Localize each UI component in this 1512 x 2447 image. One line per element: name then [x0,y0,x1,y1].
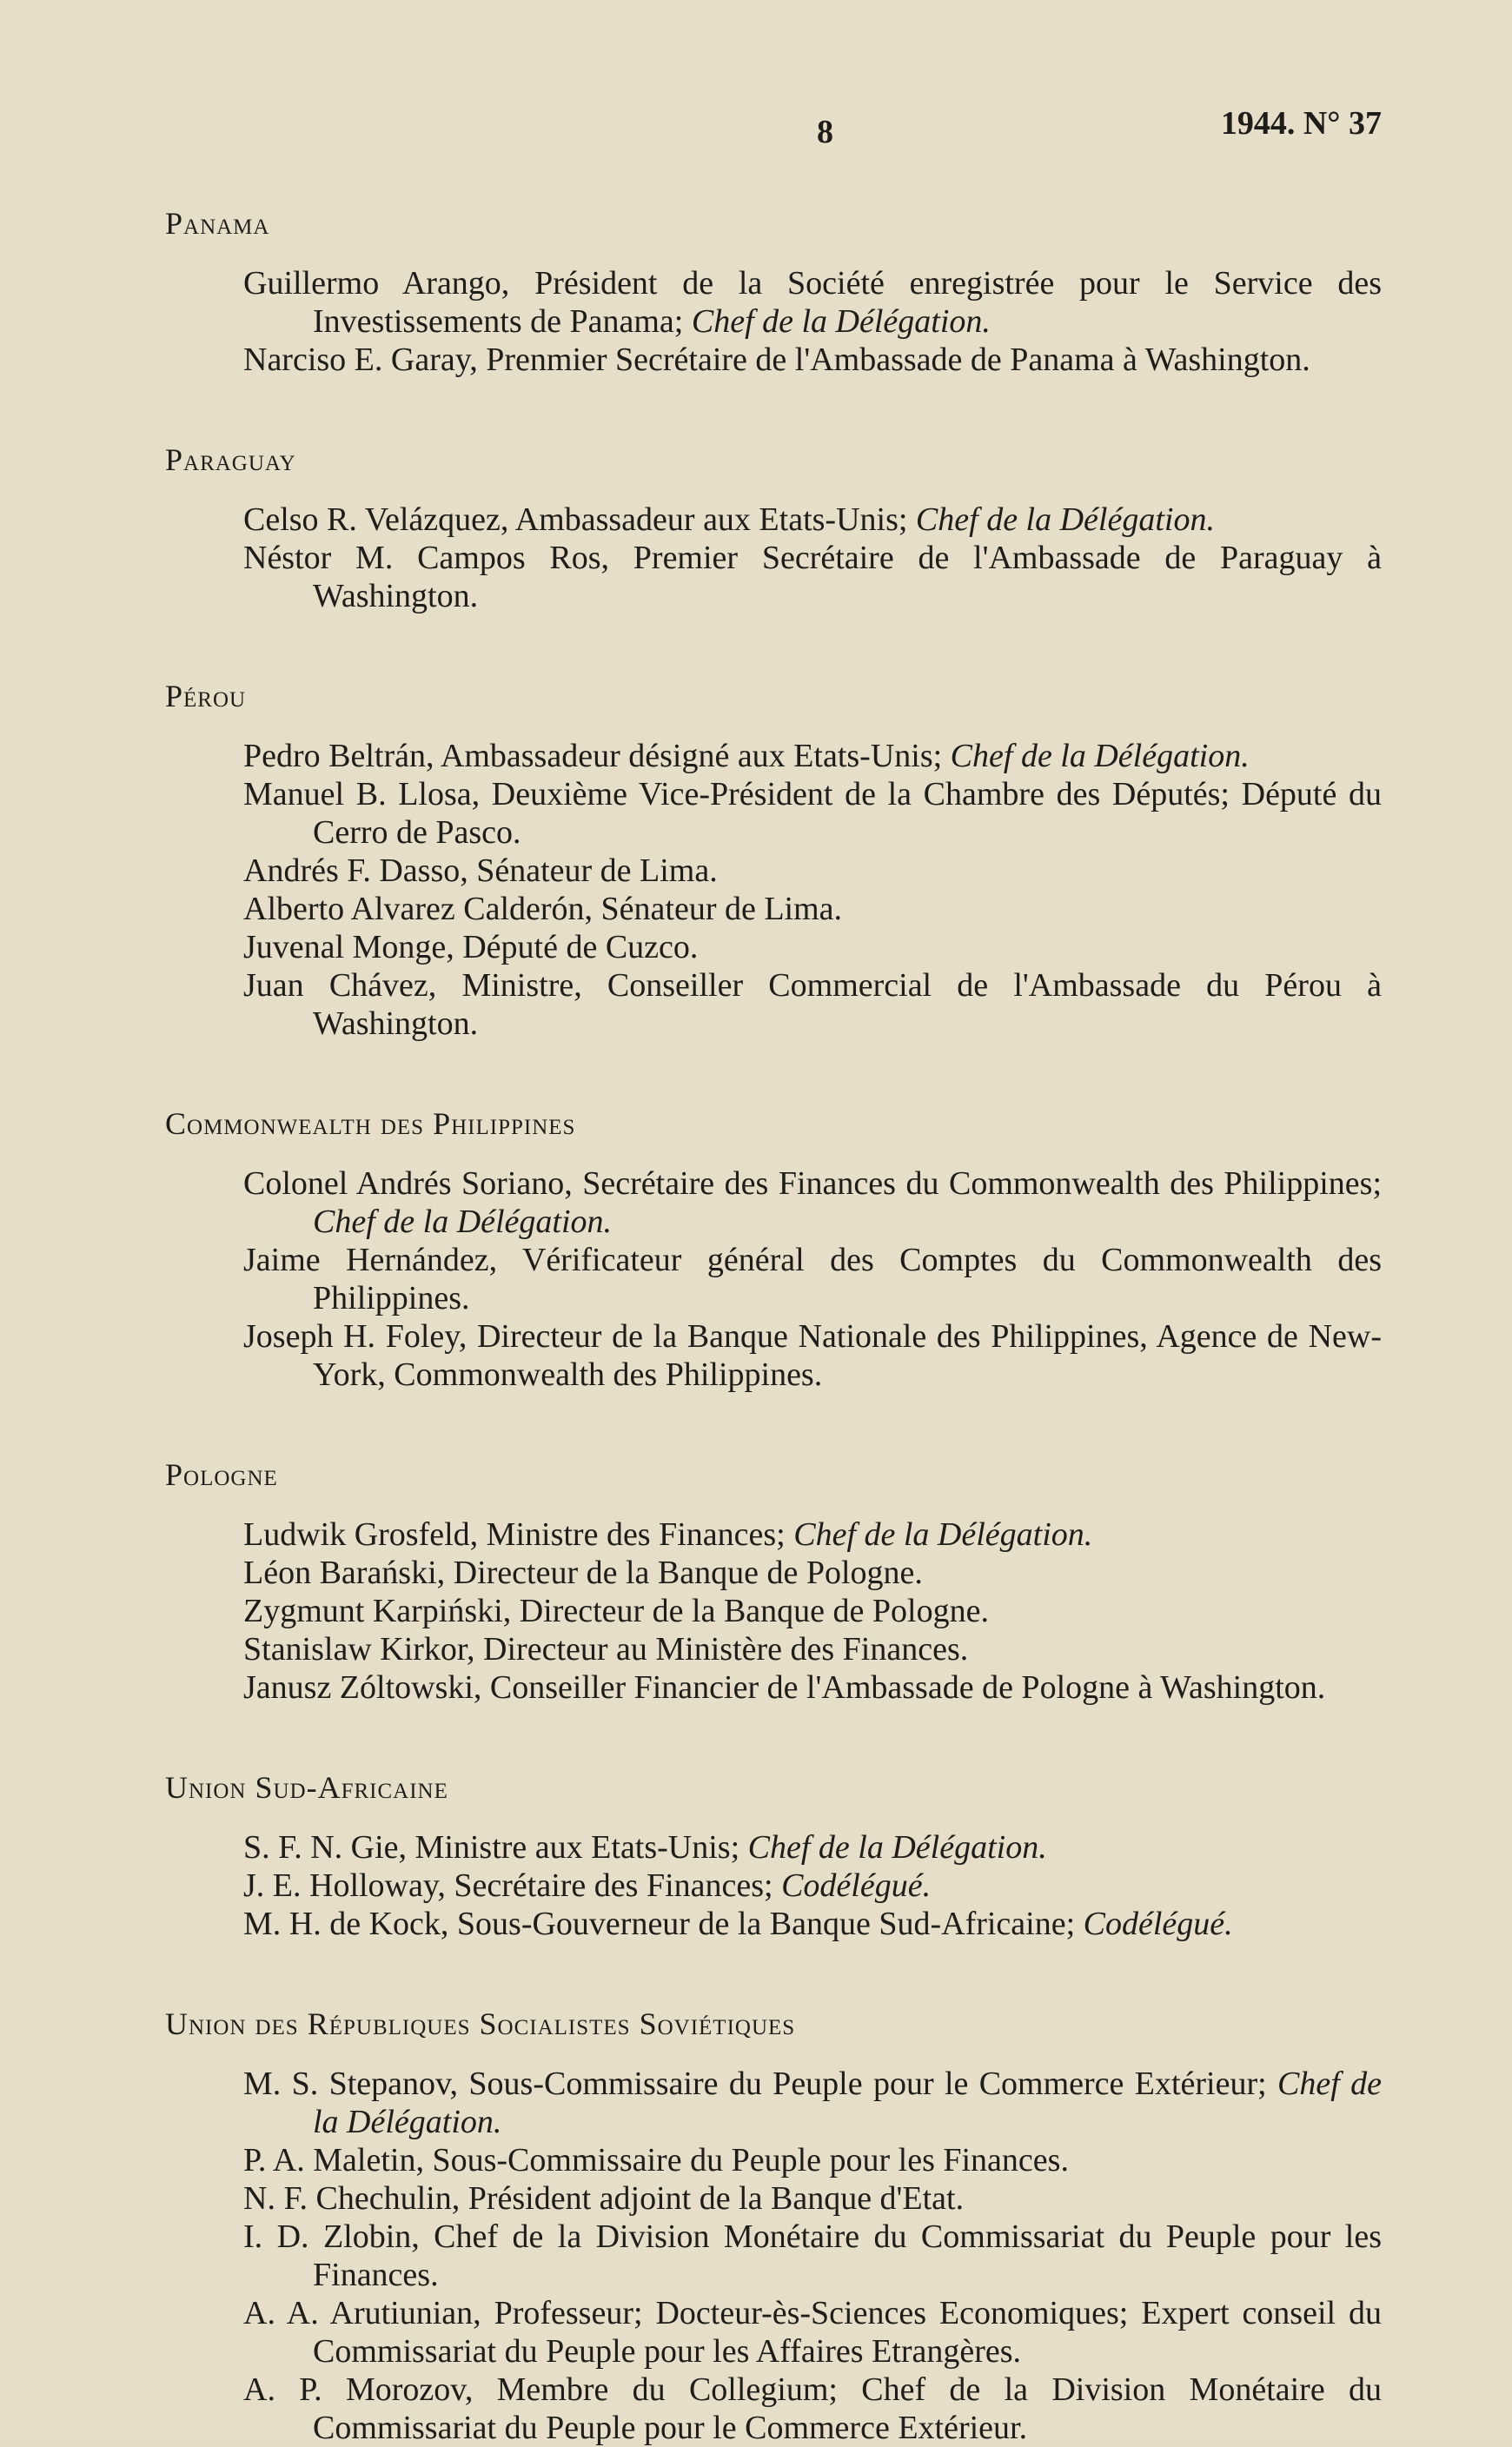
delegate-role: Chef de la Délégation. [313,1204,613,1240]
delegate-entry [243,1554,1382,1592]
country-title: Pérou [165,679,247,713]
delegate-text: P. A. Maletin, Sous-Commissaire du Peuple pour les Finances. [243,2142,1069,2178]
delegate-text: Stanislaw Kirkor, Directeur au Ministère des Finances. [243,1631,969,1668]
country-title: Union des Républiques Socialistes Soviétiques [165,2006,796,2041]
delegate-text: Colonel Andrés Soriano, Secrétaire des Finances du Commonwealth des Philippines; [243,1165,1382,1202]
delegate-entry [243,1317,1382,1394]
delegate-text: A. A. Arutiunian, Professeur; Docteur-ès-Sciences Economiques; Expert conseil du Commissariat du Peuple pour les Affaires Etrangères. [243,2295,1382,2370]
country-section [165,1456,1382,1707]
delegate-role: Chef de la Délégation. [950,738,1250,774]
delegate-text: M. S. Stepanov, Sous-Commissaire du Peuple pour le Commerce Extérieur; [243,2066,1267,2102]
delegate-text: Juan Chávez, Ministre, Conseiller Commercial de l'Ambassade du Pérou à Washington. [243,967,1382,1042]
delegate-entry [243,1515,1382,1554]
delegation-list [165,205,1382,2447]
country-section [165,2006,1382,2447]
delegate-entry [243,737,1382,775]
delegate-entry [243,2065,1382,2141]
delegate-entry [243,341,1382,379]
delegate-list [243,737,1382,1043]
delegate-entry [243,264,1382,341]
delegate-text: S. F. N. Gie, Ministre aux Etats-Unis; [243,1829,740,1866]
delegate-text: A. P. Morozov, Membre du Collegium; Chef de la Division Monétaire du Commissariat du Peuple pour le Commerce Extérieur. [243,2371,1382,2446]
delegate-entry [243,2371,1382,2447]
delegate-list [243,501,1382,615]
delegate-list [243,1515,1382,1707]
delegate-text: Jaime Hernández, Vérificateur général des Comptes du Commonwealth des Philippines. [243,1242,1382,1316]
delegate-role: Codélégué. [1083,1906,1233,1942]
delegate-text: M. H. de Kock, Sous-Gouverneur de la Banque Sud-Africaine; [243,1906,1076,1942]
delegate-text: Pedro Beltrán, Ambassadeur désigné aux Etats-Unis; [243,738,943,774]
delegate-role: Chef de la Délégation. [691,303,991,340]
country-title: Paraguay [165,442,296,477]
delegate-text: Juvenal Monge, Député de Cuzco. [243,929,699,965]
delegate-text: Andrés F. Dasso, Sénateur de Lima. [243,852,718,889]
page-header [165,104,1382,182]
delegate-text: Janusz Zóltowski, Conseiller Financier de l'Ambassade de Pologne à Washington. [243,1669,1326,1706]
delegate-entry [243,1905,1382,1943]
country-section [165,678,1382,1043]
delegate-entry [243,775,1382,852]
delegate-text: Joseph H. Foley, Directeur de la Banque Nationale des Philippines, Agence de New-York, Commonwealth des Philippines. [243,1318,1382,1393]
delegate-list [243,264,1382,379]
delegate-list [243,1828,1382,1943]
section-spacer [165,615,1382,655]
delegate-list [243,2065,1382,2447]
country-title: Pologne [165,1457,278,1492]
delegate-text: Manuel B. Llosa, Deuxième Vice-Président de la Chambre des Députés; Député du Cerro de Pasco. [243,776,1382,851]
delegate-entry [243,1164,1382,1241]
delegate-role: Chef de la Délégation. [915,501,1215,538]
country-section [165,441,1382,615]
country-title: Panama [165,206,270,241]
delegate-entry [243,1828,1382,1867]
page-number: 8 [817,114,833,150]
delegate-text: Léon Barański, Directeur de la Banque de Pologne. [243,1555,923,1591]
page-reference: 1944. N° 37 [1220,105,1382,142]
delegate-entry [243,890,1382,928]
section-spacer [165,1943,1382,1983]
delegate-role: Chef de la Délégation. [747,1829,1047,1866]
delegate-entry [243,1630,1382,1668]
delegate-text: Ludwik Grosfeld, Ministre des Finances; [243,1516,786,1553]
delegate-text: I. D. Zlobin, Chef de la Division Monétaire du Commissariat du Peuple pour les Finances. [243,2218,1382,2293]
delegate-text: J. E. Holloway, Secrétaire des Finances; [243,1867,773,1904]
delegate-text: Néstor M. Campos Ros, Premier Secrétaire de l'Ambassade de Paraguay à Washington. [243,540,1382,614]
section-spacer [165,1707,1382,1747]
delegate-entry [243,966,1382,1043]
delegate-role: Chef de la Délégation. [313,2066,1383,2140]
delegate-entry [243,2218,1382,2294]
section-spacer [165,379,1382,419]
delegate-text: Guillermo Arango, Président de la Société enregistrée pour le Service des Investissements de Panama; [243,265,1382,340]
delegate-entry [243,539,1382,615]
delegate-entry [243,2179,1382,2218]
delegate-text: Alberto Alvarez Calderón, Sénateur de Lima. [243,891,843,927]
section-spacer [165,1394,1382,1434]
delegate-entry [243,1668,1382,1707]
country-title: Union Sud-Africaine [165,1770,448,1805]
delegate-entry [243,1241,1382,1317]
delegate-entry [243,1867,1382,1905]
delegate-entry [243,2141,1382,2179]
section-spacer [165,1043,1382,1083]
delegate-entry [243,928,1382,966]
delegate-role: Codélégué. [781,1867,932,1904]
country-title: Commonwealth des Philippines [165,1106,576,1141]
delegate-text: Celso R. Velázquez, Ambassadeur aux Etats-Unis; [243,501,908,538]
delegate-entry [243,2294,1382,2371]
delegate-text: Zygmunt Karpiński, Directeur de la Banque de Pologne. [243,1593,989,1629]
delegate-text: N. F. Chechulin, Président adjoint de la Banque d'Etat. [243,2180,965,2217]
delegate-entry [243,501,1382,539]
delegate-entry [243,852,1382,890]
delegate-list [243,1164,1382,1394]
delegate-role: Chef de la Délégation. [793,1516,1093,1553]
country-section [165,1105,1382,1394]
country-section [165,1769,1382,1943]
delegate-text: Narciso E. Garay, Prenmier Secrétaire de l'Ambassade de Panama à Washington. [243,342,1310,378]
country-section [165,205,1382,379]
delegate-entry [243,1592,1382,1630]
